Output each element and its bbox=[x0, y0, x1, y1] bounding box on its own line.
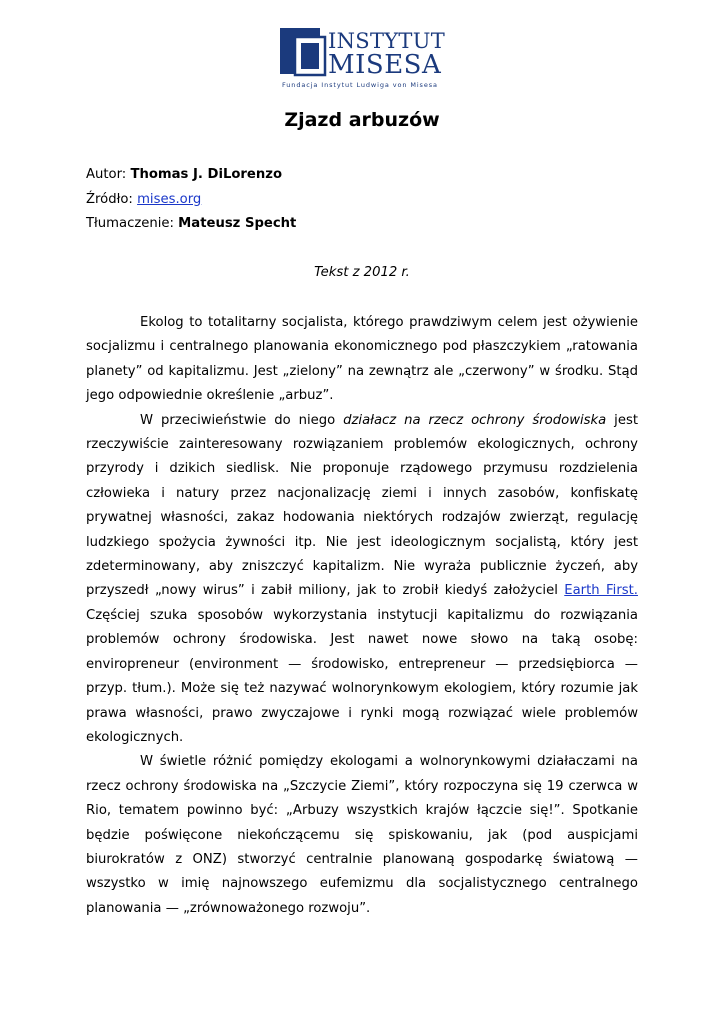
translation-line bbox=[86, 215, 296, 233]
source-line bbox=[86, 191, 201, 209]
logo-line1: INSTYTUT bbox=[328, 29, 446, 53]
institute-logo bbox=[278, 26, 448, 92]
author-name: Thomas J. DiLorenzo bbox=[130, 167, 283, 182]
paragraph-2-part-3: Częściej szuka sposobów wykorzystania instytucji kapitalizmu do rozwiązania problemów ochrony środowiska. Jest nawet nowe słowo na taką osobę: enviropreneur (environment — środowisko, entrepreneur — przedsiębiorca — przyp. tłum.). Może się też nazywać wolnorynkowym ekologiem, który rozumie jak prawa własności, prawo zwyczajowe i rynki mogą rozwiązać wiele problemów ekologicznych. bbox=[86, 607, 638, 745]
translator-name: Mateusz Specht bbox=[178, 216, 297, 231]
logo-tagline: Fundacja Instytut Ludwiga von Misesa bbox=[282, 81, 438, 89]
paragraph-3: W świetle różnić pomiędzy ekologami a wolnorynkowymi działaczami na rzecz ochrony środowiska na „Szczycie Ziemi”, który rozpoczyna się 19 czerwca w Rio, tematem powinno być: „Arbuzy wszystkich krajów łączcie się!”. Spotkanie będzie poświęcone niekończącemu się spiskowaniu, jak (pod auspicjami biurokratów z ONZ) stworzyć centralnie planowaną gospodarkę światową — wszystko w imię najnowszego eufemizmu dla socjalistycznego centralnego planowania — „zrównoważonego rozwoju”. bbox=[86, 754, 638, 916]
paragraph-2-part-1: W przeciwieństwie do niego bbox=[140, 412, 344, 428]
paragraph-2-emphasis: działacz na rzecz ochrony środowiska bbox=[343, 412, 607, 428]
document-title: Zjazd arbuzów bbox=[284, 109, 440, 131]
logo-emblem-icon bbox=[278, 26, 328, 78]
source-link[interactable]: mises.org bbox=[137, 192, 202, 207]
logo-line2: MISESA bbox=[328, 50, 442, 80]
source-label: Źródło: bbox=[86, 192, 133, 207]
paragraph-1: Ekolog to totalitarny socjalista, którego prawdziwym celem jest ożywienie socjalizmu i centralnego planowania ekonomicznego pod płaszczykiem „ratowania planety” od kapitalizmu. Jest „zielony” na zewnątrz ale „czerwony” w środku. Stąd jego odpowiednie określenie „arbuz”. bbox=[86, 315, 638, 404]
paragraph-2-part-2: jest rzeczywiście zainteresowany rozwiązaniem problemów ekologicznych, ochrony przyrody i dzikich siedlisk. Nie proponuje rządowego przymusu rozdzielenia człowieka i natury przez nacjonalizację ziemi i innych zasobów, konfiskatę prywatnej własności, zakaz hodowania niektórych rodzajów zwierząt, regulację ludzkiego spożycia żywności itp. Nie jest ideologicznym socjalistą, który jest zdeterminowany, aby zniszczyć kapitalizm. Nie wyraża publicznie życzeń, aby przyszedł „nowy wirus” i zabił miliony, jak to zrobił kiedyś założyciel bbox=[86, 412, 639, 599]
earth-first-link[interactable]: Earth First. bbox=[564, 583, 638, 599]
publication-note: Tekst z 2012 r. bbox=[314, 265, 410, 280]
author-label: Autor: bbox=[86, 167, 127, 182]
translation-label: Tłumaczenie: bbox=[86, 216, 174, 231]
author-line bbox=[86, 166, 282, 184]
article-body bbox=[86, 311, 638, 921]
paragraph-2 bbox=[86, 409, 638, 751]
